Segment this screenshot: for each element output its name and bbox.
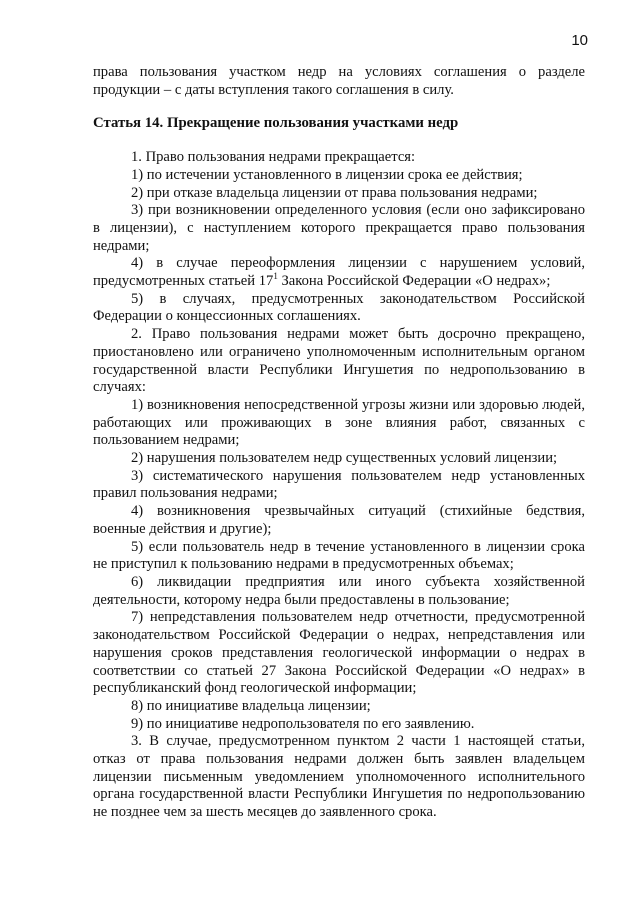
clause-2-item-7: 7) непредставления пользователем недр отчетности, предусмотренной законодательством Российской Федерации о недрах, непредставления или нарушения сроков представления геологической информации о недрах в соответствии со статьей 27 Закона Российской Федерации «О недрах» в республиканский фонд геологической информации; [93,609,585,697]
clause-1-item-2: 2) при отказе владельца лицензии от права пользования недрами; [131,184,538,201]
article-heading: Статья 14. Прекращение пользования участками недр [93,115,459,132]
clause-1-item-5: 5) в случаях, предусмотренных законодательством Российской Федерации о концессионных соглашениях. [93,290,585,325]
intro-paragraph: права пользования участком недр на условиях соглашения о разделе продукции – с даты вступления такого соглашения в силу. [93,64,585,98]
clause-2-item-9: 9) по инициативе недропользователя по его заявлению. [131,715,475,732]
clause-1-item-1: 1) по истечении установленного в лицензии срока ее действия; [131,166,523,183]
clause-2-item-5: 5) если пользователь недр в течение установленного в лицензии срока не приступил к пользованию недрами в предусмотренных объемах; [93,538,585,573]
clause-1-item-4-tail: Закона Российской Федерации «О недрах»; [277,273,551,290]
article-superscript: 1 [273,271,278,282]
clause-2-item-2: 2) нарушения пользователем недр существенных условий лицензии; [131,450,558,467]
clause-1-item-3: 3) при возникновении определенного условия (если оно зафиксировано в лицензии), с наступлением которого прекращается право пользования недрами; [93,202,585,254]
clause-1-item-4-text: 4) в случае переоформления лицензии с нарушением условий, предусмотренных статьей 17 [93,255,585,290]
clause-2-item-8: 8) по инициативе владельца лицензии; [131,697,371,714]
clause-2-item-3: 3) систематического нарушения пользователем недр установленных правил пользования недрами; [93,467,585,502]
page-number: 10 [571,32,588,49]
clause-2-item-1: 1) возникновения непосредственной угрозы жизни или здоровью людей, работающих или проживающих в зоне влияния работ, связанных с пользованием недрами; [93,396,585,449]
clause-1: 1. Право пользования недрами прекращается: [131,149,416,166]
clause-2-item-4: 4) возникновения чрезвычайных ситуаций (стихийные бедствия, военные действия и другие); [93,503,585,537]
clause-1-item-4 [93,255,585,290]
document-body [93,64,585,822]
clause-3: 3. В случае, предусмотренном пунктом 2 части 1 настоящей статьи, отказ от права пользования недрами должен быть заявлен владельцем лицензии письменным уведомлением уполномоченного исполнительного органа государственной власти Республики Ингушетия по недропользованию не позднее чем за шесть месяцев до заявленного срока. [93,733,585,821]
clause-2-item-6: 6) ликвидации предприятия или иного субъекта хозяйственной деятельности, которому недра были предоставлены в пользование; [93,573,585,608]
clause-2: 2. Право пользования недрами может быть досрочно прекращено, приостановлено или ограничено уполномоченным исполнительным органом государственной власти Республики Ингушетия по недропользованию в случаях: [93,326,585,396]
